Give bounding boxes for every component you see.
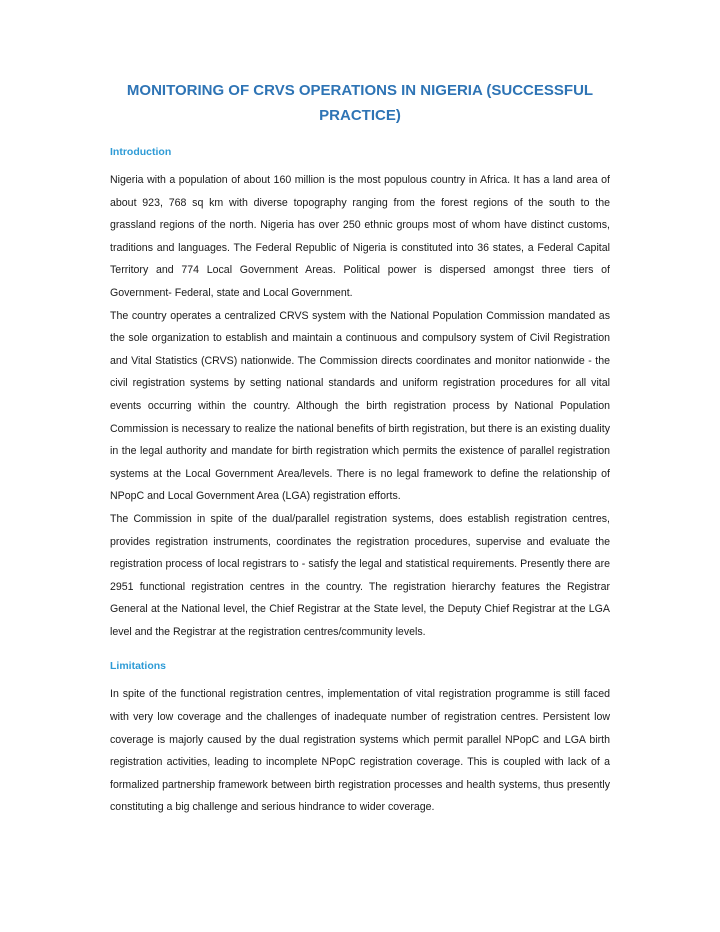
document-title: MONITORING OF CRVS OPERATIONS IN NIGERIA (SUCCESSFUL PRACTICE): [126, 82, 594, 124]
section-heading-limitations: Limitations: [110, 660, 167, 673]
section-heading-introduction: Introduction: [110, 146, 172, 158]
section-spacer: [110, 643, 610, 659]
intro-paragraph-3: The Commission in spite of the dual/parallel registration systems, does establish registration centres, provides registration instruments, coordinates the registration procedures, supervise and evaluate the registration process of local registrars to - satisfy the legal and statistical requirements. Presently there are 2951 functional registration centres in the country. The registration hierarchy features the Registrar General at the National level, the Chief Registrar at the State level, the Deputy Chief Registrar at the LGA level and the Registrar at the registration centres/community levels.: [110, 512, 610, 638]
limitations-paragraph-1: In spite of the functional registration centres, implementation of vital registration programme is still faced with very low coverage and the challenges of inadequate number of registration centres. Persistent low coverage is majorly caused by the dual registration systems which permit parallel NPopC and LGA birth registration activities, leading to incomplete NPopC registration coverage. This is coupled with lack of a formalized partnership framework between birth registration processes and health systems, thus presently constituting a big challenge and serious hindrance to wider coverage.: [110, 688, 610, 814]
intro-paragraph-1: Nigeria with a population of about 160 million is the most populous country in Africa. It has a land area of about 923, 768 sq km with diverse topography ranging from the forest regions of the south to the grassland regions of the north. Nigeria has over 250 ethnic groups most of whom have distinct customs, traditions and languages. The Federal Republic of Nigeria is constituted into 36 states, a Federal Capital Territory and 774 Local Government Areas. Political power is dispersed amongst three tiers of Government- Federal, state and Local Government.: [110, 174, 610, 299]
intro-paragraph-2: The country operates a centralized CRVS system with the National Population Commission mandated as the sole organization to establish and maintain a continuous and compulsory system of Civil Registration and Vital Statistics (CRVS) nationwide. The Commission directs coordinates and monitor nationwide - the civil registration systems by setting national standards and uniform registration procedures for all vital events occurring within the country. Although the birth registration process by National Population Commission is necessary to realize the national benefits of birth registration, but there is an existing duality in the legal authority and mandate for birth registration which permits the existence of parallel registration systems at the Local Government Area/levels. There is no legal framework to define the relationship of NPopC and Local Government Area (LGA) registration efforts.: [110, 309, 610, 503]
document-page: [110, 78, 610, 819]
